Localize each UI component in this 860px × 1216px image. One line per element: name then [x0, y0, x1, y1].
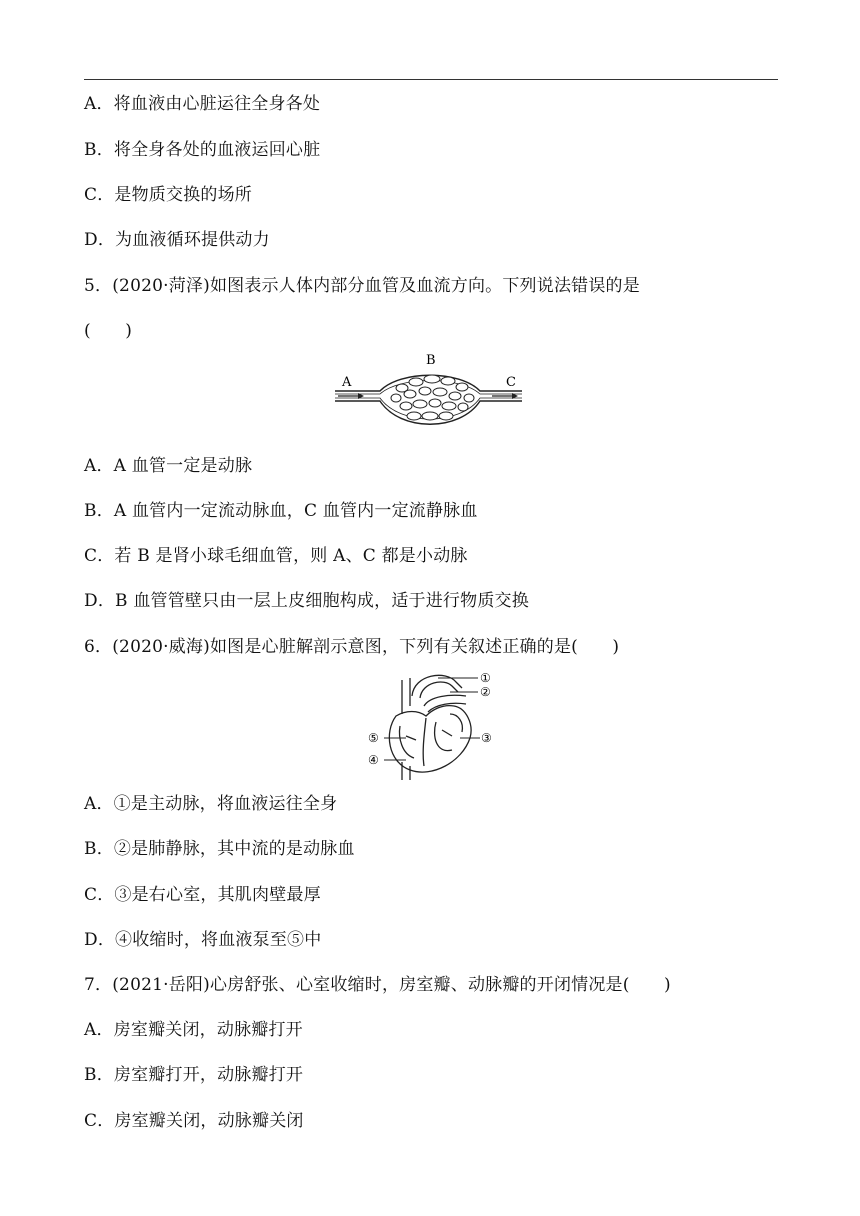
q5-stem-paren: ( ): [84, 321, 133, 341]
q6-option-c: C．③是右心室，其肌肉壁最厚: [84, 885, 321, 905]
q5-option-a: A．A 血管一定是动脉: [84, 456, 253, 476]
label-a: A: [342, 375, 352, 390]
header-rule: [84, 79, 778, 80]
label-c: C: [506, 375, 516, 390]
heart-label-4: ④: [368, 753, 379, 767]
q4-option-d: D．为血液循环提供动力: [84, 230, 270, 250]
heart-label-1: ①: [480, 671, 491, 685]
q7-option-b: B．房室瓣打开，动脉瓣打开: [84, 1065, 304, 1085]
q4-option-b: B．将全身各处的血液运回心脏: [84, 140, 321, 160]
q5-option-d: D．B 血管管壁只由一层上皮细胞构成，适于进行物质交换: [84, 591, 529, 611]
q7-option-a: A．房室瓣关闭，动脉瓣打开: [84, 1020, 303, 1040]
heart-label-3: ③: [481, 731, 492, 745]
q4-option-a: A．将血液由心脏运往全身各处: [84, 94, 321, 114]
q5-option-b: B．A 血管内一定流动脉血，C 血管内一定流静脉血: [84, 501, 478, 521]
q6-stem: 6．(2020·威海)如图是心脏解剖示意图，下列有关叙述正确的是( ): [84, 637, 620, 657]
q5-stem: 5．(2020·菏泽)如图表示人体内部分血管及血流方向。下列说法错误的是: [84, 276, 640, 296]
heart-figure: [366, 666, 502, 786]
heart-label-5: ⑤: [368, 731, 379, 745]
q7-stem: 7．(2021·岳阳)心房舒张、心室收缩时，房室瓣、动脉瓣的开闭情况是( ): [84, 975, 671, 995]
q6-option-d: D．④收缩时，将血液泵至⑤中: [84, 930, 322, 950]
heart-label-2: ②: [480, 685, 491, 699]
q7-option-c: C．房室瓣关闭，动脉瓣关闭: [84, 1111, 304, 1131]
q5-option-c: C．若 B 是肾小球毛细血管，则 A、C 都是小动脉: [84, 546, 468, 566]
capillary-figure: [330, 346, 530, 450]
q6-option-b: B．②是肺静脉，其中流的是动脉血: [84, 839, 355, 859]
capillary-diagram: [330, 346, 530, 446]
q6-option-a: A．①是主动脉，将血液运往全身: [84, 794, 338, 814]
heart-diagram: [366, 666, 502, 782]
label-b: B: [426, 353, 436, 368]
q4-option-c: C．是物质交换的场所: [84, 185, 253, 205]
